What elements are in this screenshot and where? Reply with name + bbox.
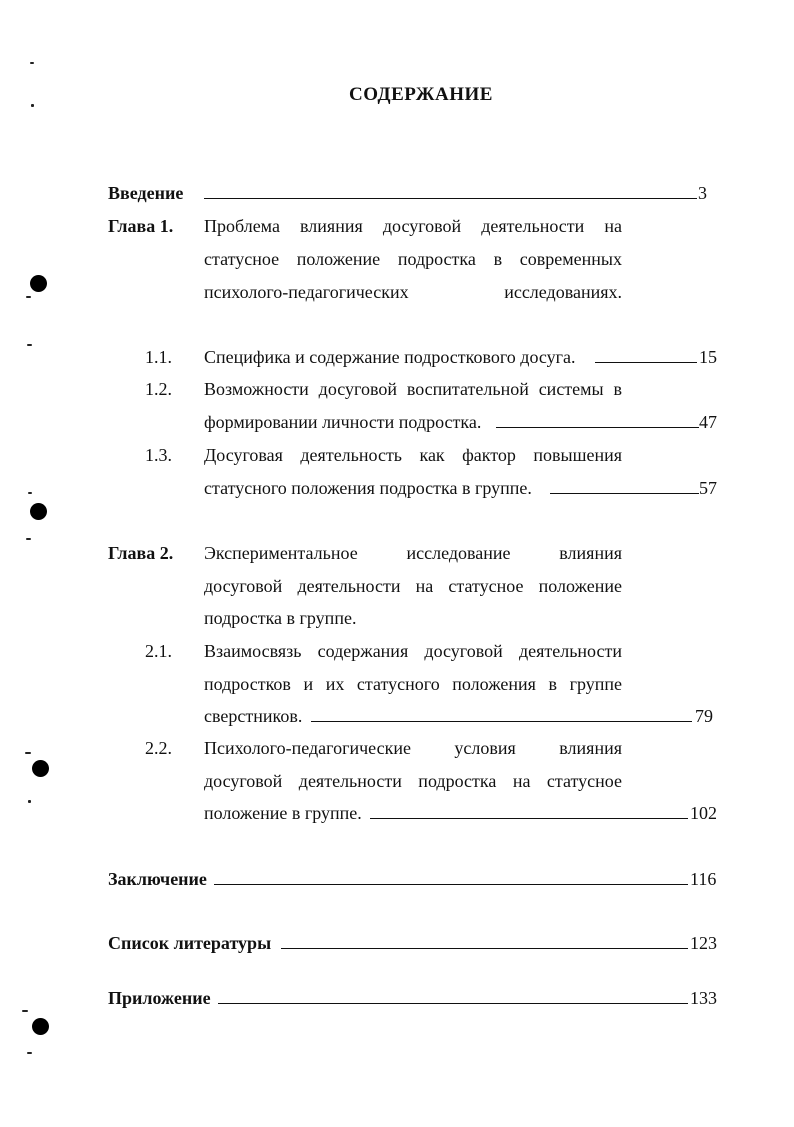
leader-line (281, 948, 688, 949)
section-1-3-page: 57 (699, 478, 717, 498)
section-2-1-title: Взаимосвязь содержания досуговой деятельности (204, 641, 622, 661)
scan-speck (27, 344, 32, 346)
leader-line (496, 427, 699, 428)
appendix-page: 133 (690, 988, 717, 1008)
bibliography-label: Список литературы (108, 933, 272, 953)
section-2-2-title: Психолого-педагогические условия влияния (204, 738, 622, 758)
leader-line (595, 362, 697, 363)
section-2-1-number: 2.1. (145, 641, 172, 661)
chapter2-label: Глава 2. (108, 543, 174, 563)
section-2-1-title: сверстников. (204, 706, 303, 726)
chapter2-line: досуговой деятельности на статусное положение (204, 576, 622, 596)
section-1-1-number: 1.1. (145, 347, 172, 367)
section-2-2-title: досуговой деятельности подростка на статусное (204, 771, 622, 791)
scan-speck (30, 62, 34, 64)
leader-line (214, 884, 688, 885)
scan-speck (22, 1010, 28, 1012)
leader-line (218, 1003, 688, 1004)
conclusion-page: 116 (690, 869, 717, 889)
section-1-3-number: 1.3. (145, 445, 172, 465)
bibliography-page: 123 (690, 933, 717, 953)
section-2-2-page: 102 (690, 803, 717, 823)
section-1-1-title: Специфика и содержание подросткового досуга. (204, 347, 576, 367)
chapter1-line: Проблема влияния досуговой деятельности на (204, 216, 622, 236)
intro-page: 3 (698, 183, 707, 203)
intro-label: Введение (108, 183, 184, 203)
section-1-2-page: 47 (699, 412, 717, 432)
scan-speck (27, 1052, 32, 1054)
section-2-1-title: подростков и их статусного положения в группе (204, 674, 622, 694)
section-1-3-title: Досуговая деятельность как фактор повышения (204, 445, 622, 465)
section-1-1-page: 15 (699, 347, 717, 367)
scan-speck (25, 752, 31, 754)
chapter1-line: психолого-педагогических исследованиях. (204, 282, 622, 302)
scan-speck (28, 492, 32, 494)
scan-speck (26, 538, 31, 540)
leader-line (370, 818, 688, 819)
section-1-2-number: 1.2. (145, 379, 172, 399)
section-2-2-title: положение в группе. (204, 803, 362, 823)
binder-hole-2 (30, 503, 47, 520)
chapter1-label: Глава 1. (108, 216, 174, 236)
conclusion-label: Заключение (108, 869, 207, 889)
chapter2-line: подростка в группе. (204, 608, 357, 628)
binder-hole-1 (30, 275, 47, 292)
section-2-1-page: 79 (695, 706, 713, 726)
chapter1-line: статусное положение подростка в современных (204, 249, 622, 269)
leader-line (204, 198, 697, 199)
appendix-label: Приложение (108, 988, 211, 1008)
scan-speck (28, 800, 31, 803)
page-title: СОДЕРЖАНИЕ (349, 84, 493, 105)
section-2-2-number: 2.2. (145, 738, 172, 758)
binder-hole-3 (32, 760, 49, 777)
leader-line (550, 493, 699, 494)
binder-hole-4 (32, 1018, 49, 1035)
section-1-2-title: Возможности досуговой воспитательной системы в (204, 379, 622, 399)
section-1-2-title: формировании личности подростка. (204, 412, 482, 432)
chapter2-line: Экспериментальное исследование влияния (204, 543, 622, 563)
scan-speck (26, 296, 31, 298)
section-1-3-title: статусного положения подростка в группе. (204, 478, 532, 498)
leader-line (311, 721, 692, 722)
